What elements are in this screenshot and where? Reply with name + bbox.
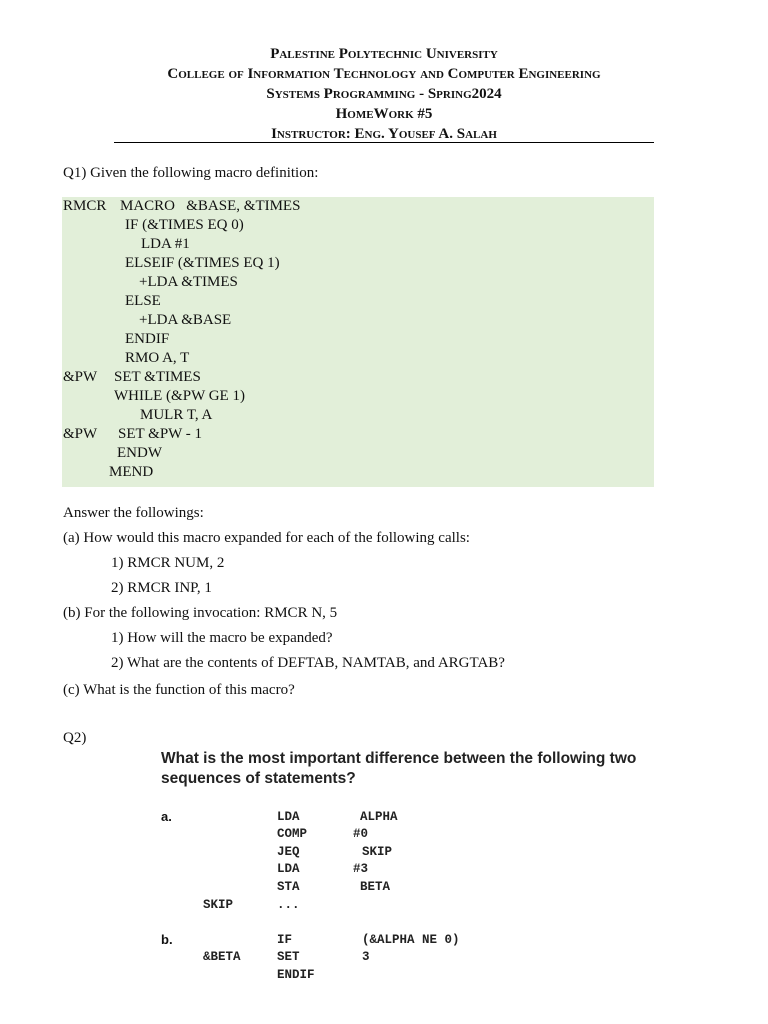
- question-c: (c) What is the function of this macro?: [63, 682, 295, 698]
- seq-a-op: COMP: [277, 827, 308, 841]
- code-line: SET &PW - 1: [118, 426, 203, 442]
- code-line: WHILE (&PW GE 1): [114, 388, 245, 404]
- question-b1: 1) How will the macro be expanded?: [111, 630, 333, 646]
- seq-b-label-beta: &BETA: [203, 950, 241, 964]
- college-name: College of Information Technology and Computer Engineering: [167, 66, 601, 82]
- q1-intro: Q1) Given the following macro definition:: [63, 165, 319, 181]
- q2-tag: Q2): [63, 730, 87, 746]
- question-a2: 2) RMCR INP, 1: [111, 580, 212, 596]
- question-a1: 1) RMCR NUM, 2: [111, 555, 225, 571]
- code-line: +LDA &BASE: [139, 312, 232, 328]
- seq-b-op: SET: [277, 950, 300, 964]
- seq-b-op: IF: [277, 933, 293, 947]
- seq-a-operand: #3: [353, 862, 369, 876]
- answer-intro: Answer the followings:: [63, 505, 204, 521]
- seq-a-operand: BETA: [360, 880, 391, 894]
- code-line: RMO A, T: [125, 350, 190, 366]
- document-header: [0, 44, 768, 144]
- header-rule: [114, 142, 654, 143]
- code-line: ENDW: [117, 445, 162, 461]
- code-line: IF (&TIMES EQ 0): [125, 217, 244, 233]
- code-label: &PW: [63, 369, 98, 385]
- macro-definition-box: [62, 197, 654, 487]
- homework-title: HomeWork #5: [335, 106, 433, 122]
- seq-b-operand: 3: [362, 950, 370, 964]
- seq-a-label-skip: SKIP: [203, 898, 234, 912]
- seq-a-op: JEQ: [277, 845, 300, 859]
- seq-b-operand: (&ALPHA NE 0): [362, 933, 460, 947]
- question-b2: 2) What are the contents of DEFTAB, NAMTAB, and ARGTAB?: [111, 655, 505, 671]
- code-line: SET &TIMES: [114, 369, 201, 385]
- seq-a-operand: SKIP: [362, 845, 393, 859]
- instructor-name: Instructor: Eng. Yousef A. Salah: [271, 126, 497, 142]
- seq-a-op: ...: [277, 898, 300, 912]
- code-line: LDA #1: [141, 236, 190, 252]
- sequence-b-label: b.: [161, 932, 173, 947]
- code-line: +LDA &TIMES: [139, 274, 238, 290]
- sequence-a-label: a.: [161, 809, 172, 824]
- code-line: MACRO &BASE, &TIMES: [120, 198, 301, 214]
- seq-b-op: ENDIF: [277, 968, 315, 982]
- code-line: ELSE: [125, 293, 161, 309]
- seq-a-operand: #0: [353, 827, 369, 841]
- question-b: (b) For the following invocation: RMCR N, 5: [63, 605, 338, 621]
- seq-a-operand: ALPHA: [360, 810, 398, 824]
- university-name: Palestine Polytechnic University: [270, 46, 498, 62]
- code-line: MULR T, A: [140, 407, 213, 423]
- code-line: ENDIF: [125, 331, 170, 347]
- code-label: RMCR: [63, 198, 107, 214]
- seq-a-op: LDA: [277, 810, 300, 824]
- code-line: MEND: [109, 464, 154, 480]
- seq-a-op: LDA: [277, 862, 300, 876]
- course-name: Systems Programming - Spring2024: [266, 86, 502, 102]
- code-line: ELSEIF (&TIMES EQ 1): [125, 255, 280, 271]
- seq-a-op: STA: [277, 880, 300, 894]
- code-label: &PW: [63, 426, 98, 442]
- question-a: (a) How would this macro expanded for each of the following calls:: [63, 530, 470, 546]
- q2-prompt: What is the most important difference between the following two sequences of statements?: [161, 750, 637, 787]
